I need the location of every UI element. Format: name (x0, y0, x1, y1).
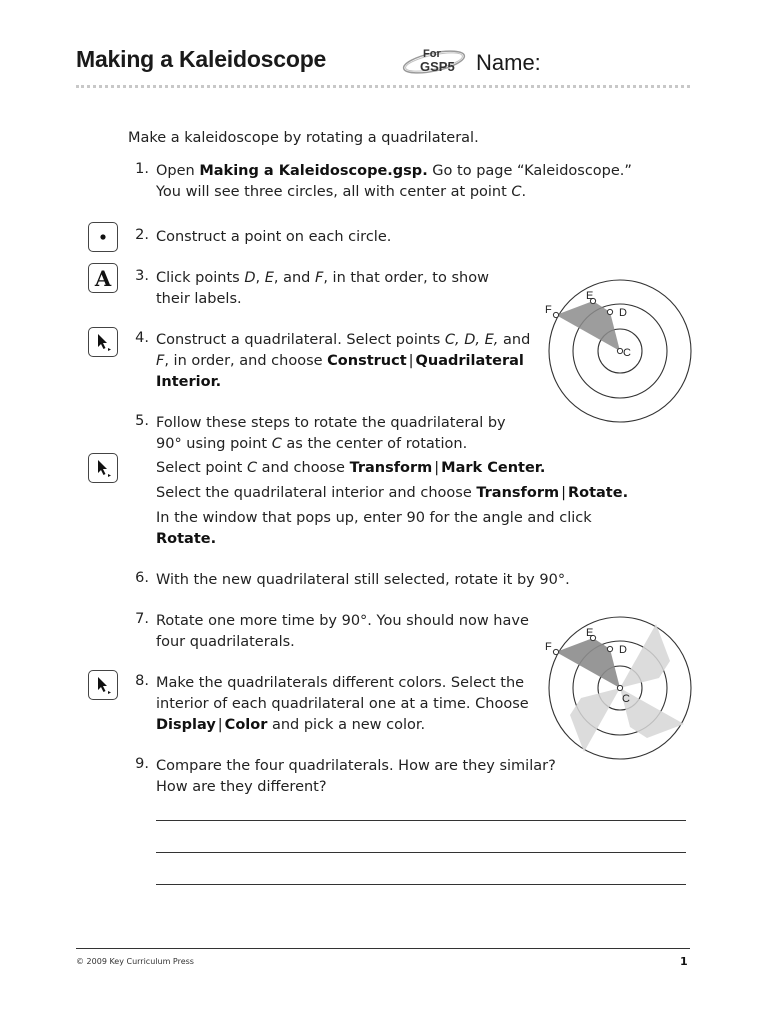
label-c: C (622, 693, 630, 705)
footer-rule (76, 948, 690, 949)
gsp5-logo (400, 42, 468, 82)
step-1-text: Open Making a Kaleidoscope.gsp. Go to page “Kaleidoscope.” You will see three circles, all with center at point C. (156, 163, 632, 200)
svg-text:GSP5: GSP5 (420, 59, 455, 74)
step-5-substep-3: In the window that pops up, enter 90 for the angle and click Rotate. (156, 510, 592, 547)
page-title: Making a Kaleidoscope (76, 46, 327, 72)
label-e: E (586, 627, 594, 639)
header-dotted-rule (76, 85, 690, 88)
step-5-number: 5. (135, 413, 149, 429)
arrow-tool-button-2[interactable] (88, 453, 118, 483)
step-8-text: Make the quadrilaterals different colors. Select the interior of each quadrilateral one at a time. Choose Display | Color and pick a new color. (156, 675, 529, 733)
original-quadrilateral (556, 638, 620, 688)
kaleidoscope-diagram-2 (540, 615, 700, 765)
gsp5-badge (400, 42, 468, 82)
step-9-text: Compare the four quadrilaterals. How are they similar? How are they different? (156, 758, 556, 795)
point-tool-button[interactable] (88, 222, 118, 252)
footer-copyright: © 2009 Key Curriculum Press (76, 957, 194, 966)
step-5-intro: Follow these steps to rotate the quadrilateral by 90° using point C as the center of rotation. (156, 415, 506, 452)
arrow-tool-button-3[interactable] (88, 670, 118, 700)
step-3-number: 3. (135, 268, 149, 284)
answer-line-1[interactable] (156, 820, 686, 821)
page-number: 1 (680, 955, 688, 968)
rotated-quadrilateral-90 (620, 624, 670, 688)
arrow-tool-icon (93, 458, 113, 478)
arrow-tool-button-1[interactable] (88, 327, 118, 357)
arrow-tool-icon (93, 675, 113, 695)
label-c: C (623, 347, 631, 359)
point-d (607, 646, 612, 651)
point-c (617, 348, 622, 353)
step-5-substep-2: Select the quadrilateral interior and choose Transform | Rotate. (156, 485, 629, 501)
label-f: F (545, 641, 552, 653)
point-tool-icon (98, 232, 108, 242)
step-3-text: Click points D, E, and F, in that order, to show their labels. (156, 270, 489, 307)
step-4-number: 4. (135, 330, 149, 346)
step-9-number: 9. (135, 756, 149, 772)
name-field-label: Name: (476, 50, 541, 75)
kaleidoscope-diagram-1 (540, 278, 700, 428)
step-6-number: 6. (135, 570, 149, 586)
label-d: D (619, 307, 627, 319)
point-d (607, 309, 612, 314)
step-7-text: Rotate one more time by 90°. You should now have four quadrilaterals. (156, 613, 529, 650)
answer-line-3[interactable] (156, 884, 686, 885)
label-f: F (545, 304, 552, 316)
intro-text: Make a kaleidoscope by rotating a quadrilateral. (128, 130, 479, 146)
step-2-text: Construct a point on each circle. (156, 229, 392, 245)
step-8-number: 8. (135, 673, 149, 689)
point-c (617, 685, 622, 690)
step-6-text: With the new quadrilateral still selected, rotate it by 90°. (156, 572, 570, 588)
point-f (553, 312, 558, 317)
text-tool-icon: A (94, 265, 112, 291)
step-4-text: Construct a quadrilateral. Select points C, D, E, and F, in order, and choose Construct | Quadrilateral Interior. (156, 332, 531, 390)
step-1-number: 1. (135, 161, 149, 177)
point-f (553, 649, 558, 654)
label-e: E (586, 290, 594, 302)
rotated-quadrilateral-270 (570, 688, 620, 752)
step-5-substep-1: Select point C and choose Transform | Mark Center. (156, 460, 546, 476)
text-tool-button[interactable] (88, 263, 118, 293)
step-7-number: 7. (135, 611, 149, 627)
answer-line-2[interactable] (156, 852, 686, 853)
arrow-tool-icon (93, 332, 113, 352)
quadrilateral-interior (556, 301, 620, 351)
svg-text:For: For (423, 48, 441, 60)
label-d: D (619, 644, 627, 656)
step-2-number: 2. (135, 227, 149, 243)
